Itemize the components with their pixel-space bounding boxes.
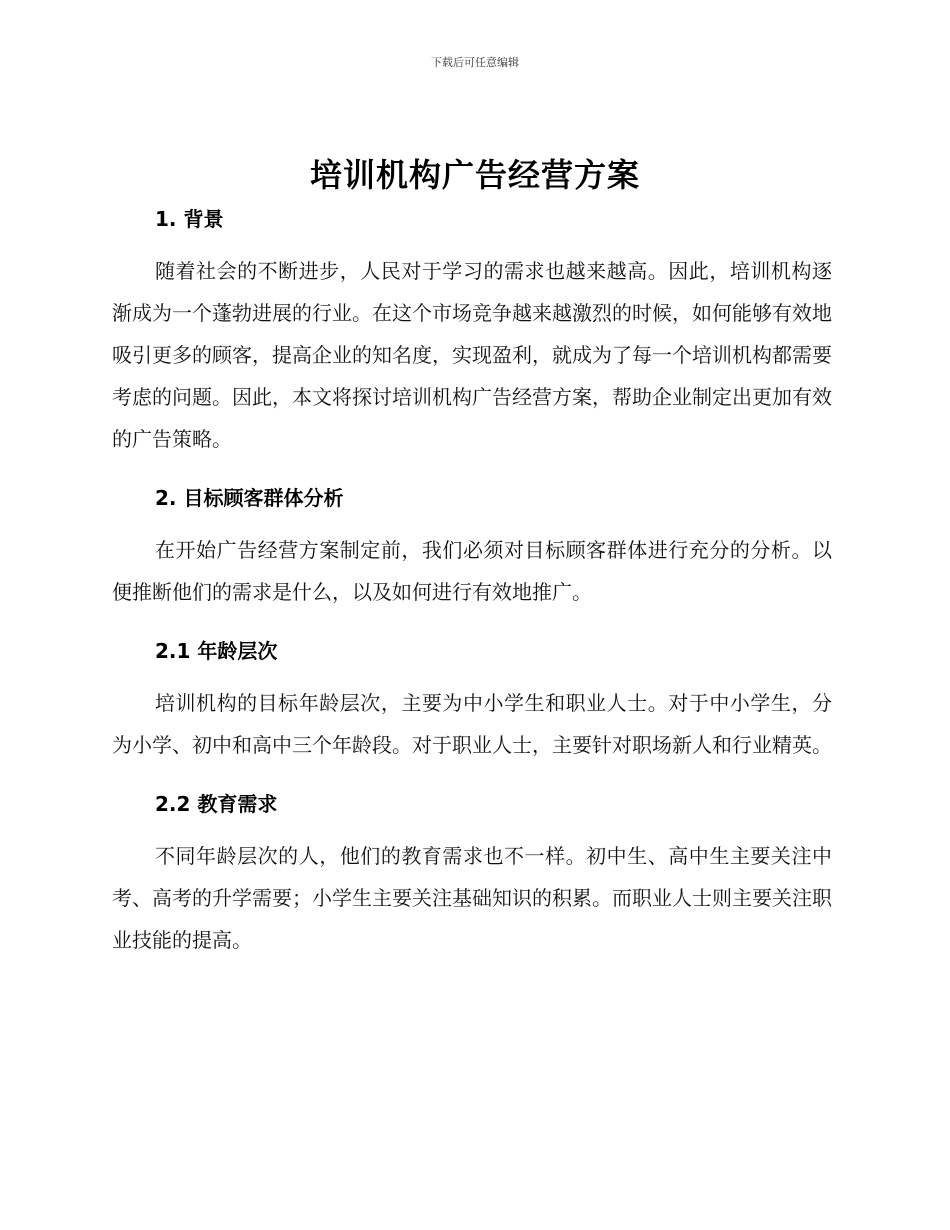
section-paragraph-target-audience: 在开始广告经营方案制定前，我们必须对目标顾客群体进行充分的分析。以便推断他们的需求是什么，以及如何进行有效地推广。 [112,538,832,604]
document-body [112,200,832,961]
section-heading-target-audience: 2. 目标顾客群体分析 [155,486,344,510]
section-heading-age-groups: 2.1 年龄层次 [155,639,278,663]
section-heading-education-needs: 2.2 教育需求 [155,792,278,816]
page-header-note: 下载后可任意编辑 [431,56,519,69]
section-paragraph-education-needs: 不同年龄层次的人，他们的教育需求也不一样。初中生、高中生主要关注中考、高考的升学需要；小学生主要关注基础知识的积累。而职业人士则主要关注职业技能的提高。 [112,844,832,952]
section-paragraph-background: 随着社会的不断进步，人民对于学习的需求也越来越高。因此，培训机构逐渐成为一个蓬勃进展的行业。在这个市场竞争越来越激烈的时候，如何能够有效地吸引更多的顾客，提高企业的知名度，实现盈利，就成为了每一个培训机构都需要考虑的问题。因此，本文将探讨培训机构广告经营方案，帮助企业制定出更加有效的广告策略。 [112,259,832,451]
document-title: 培训机构广告经营方案 [309,156,640,194]
section-heading-background: 1. 背景 [155,207,224,231]
section-paragraph-age-groups: 培训机构的目标年龄层次，主要为中小学生和职业人士。对于中小学生，分为小学、初中和高中三个年龄段。对于职业人士，主要针对职场新人和行业精英。 [112,691,832,757]
